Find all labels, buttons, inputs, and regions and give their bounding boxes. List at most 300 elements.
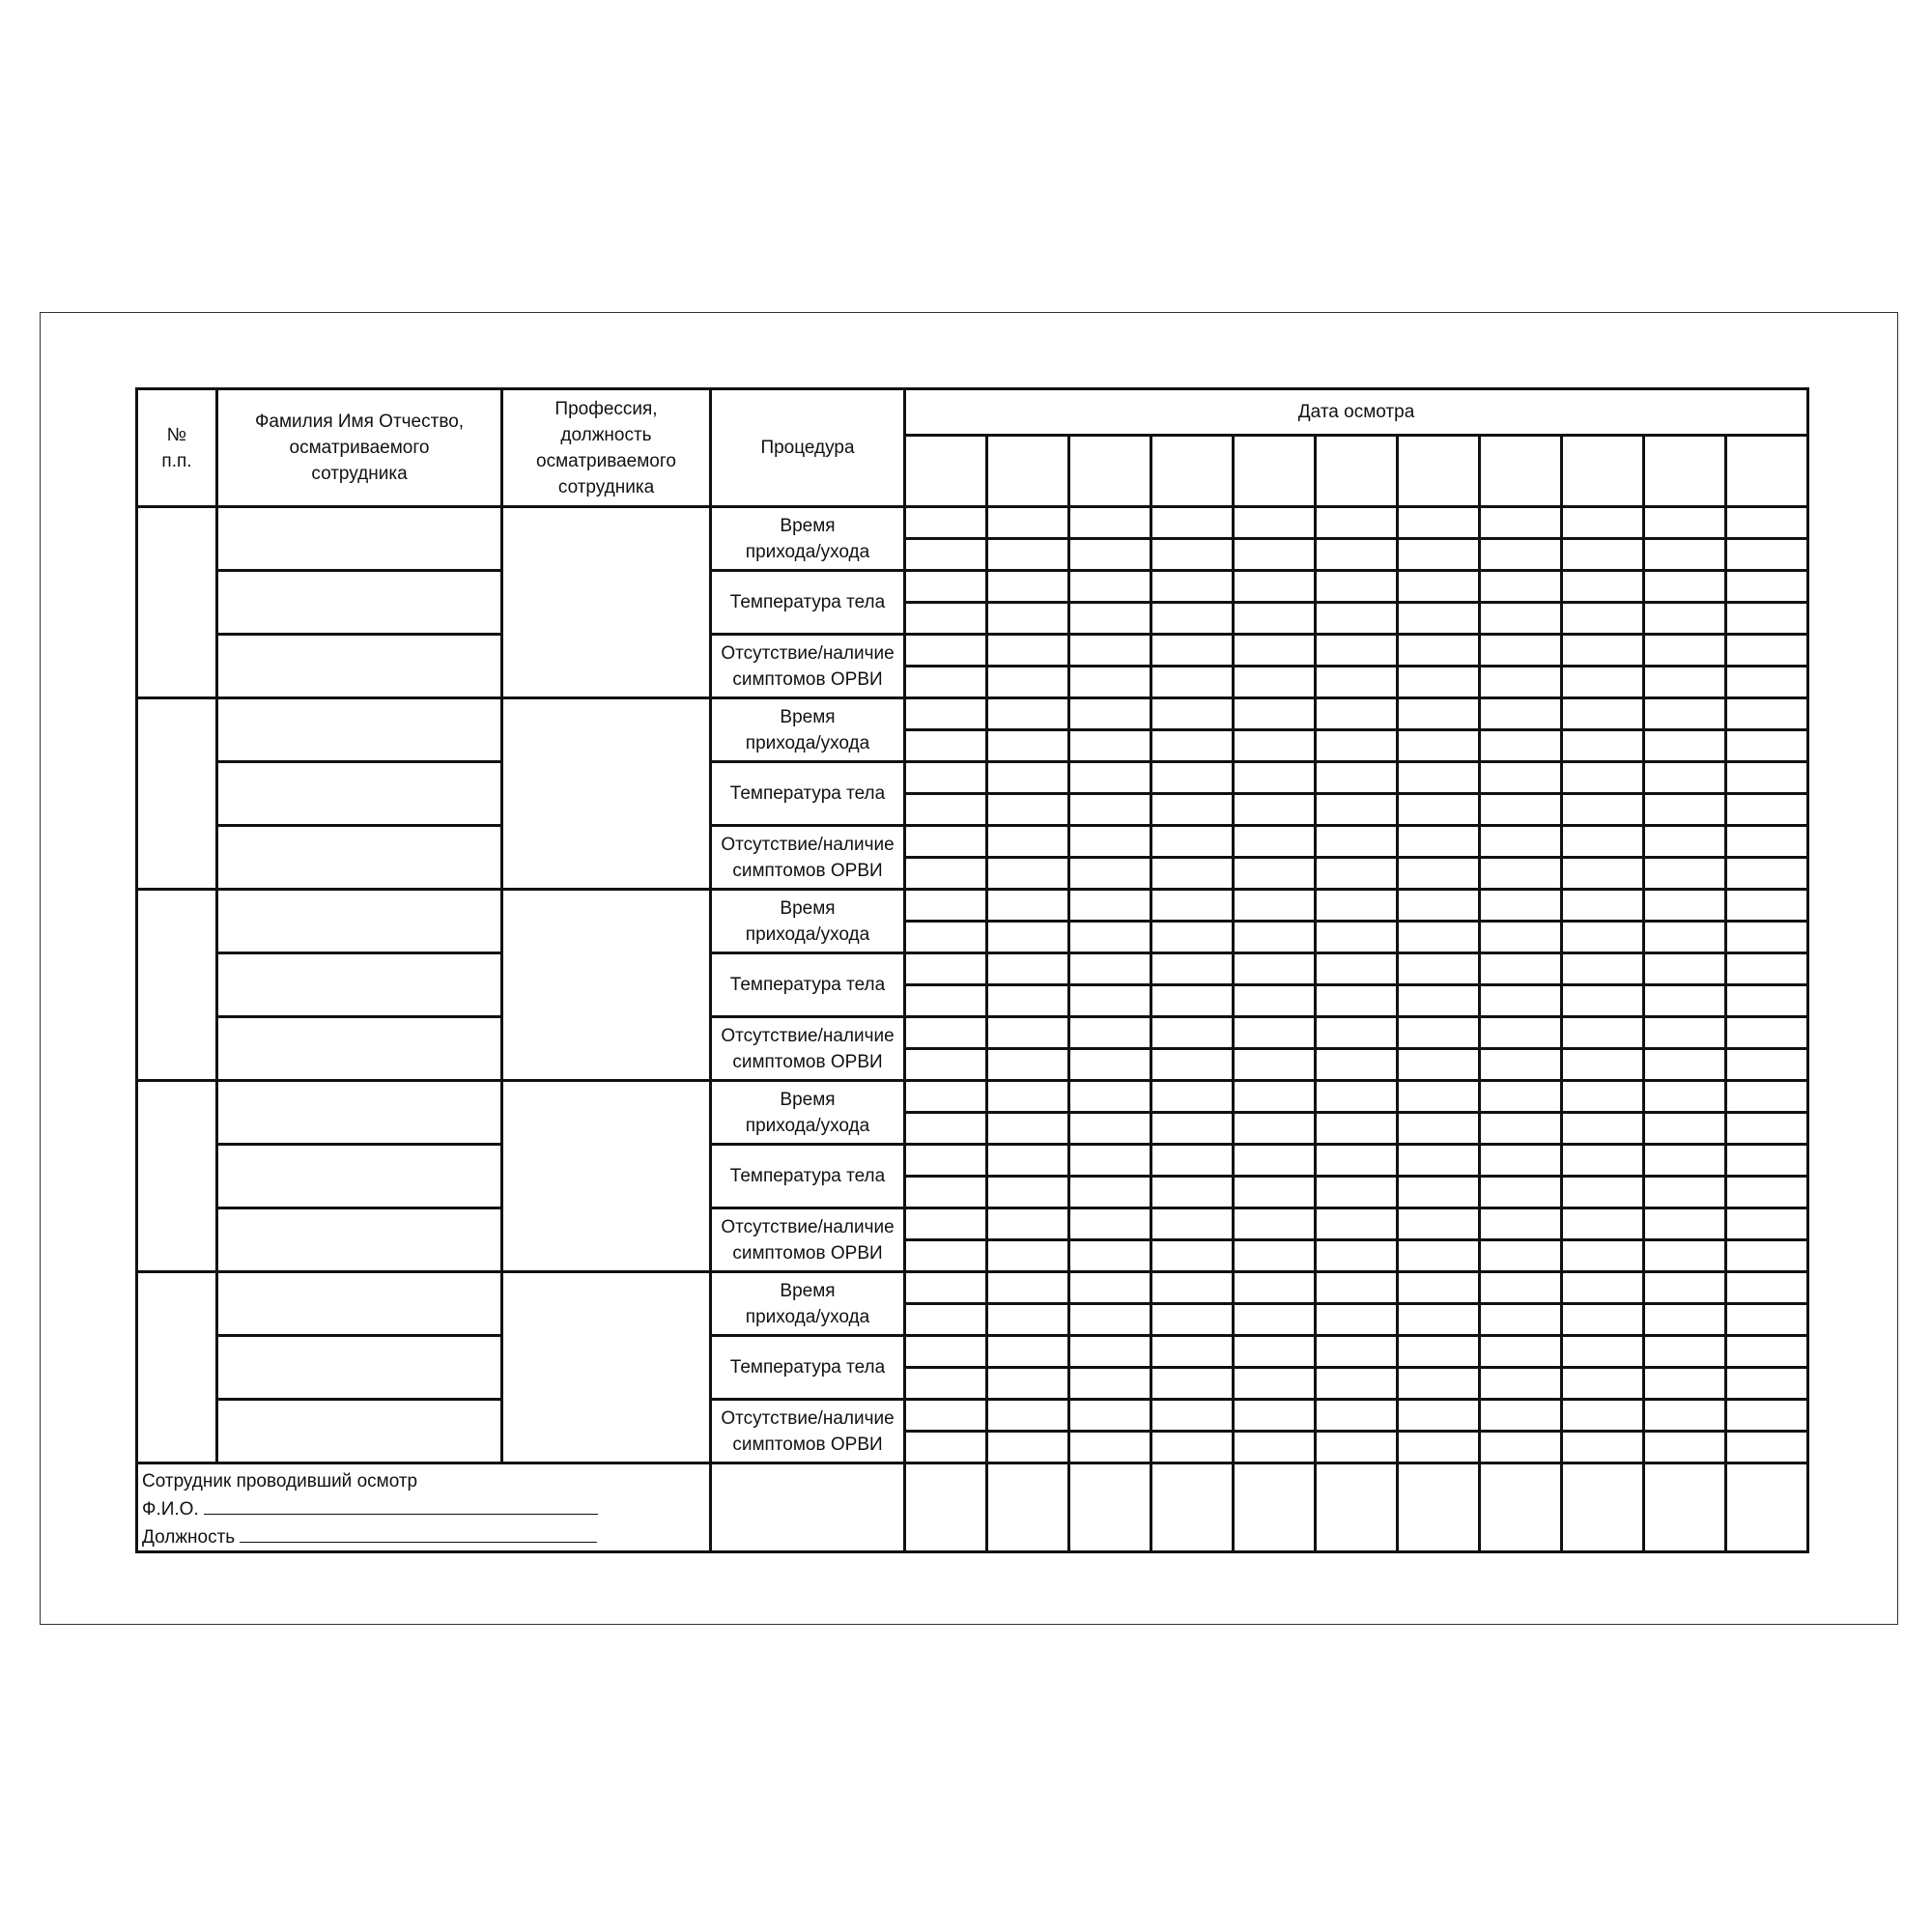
employee-profession-cell[interactable]	[502, 1272, 711, 1463]
examiner-signature-cell[interactable]	[1562, 1463, 1644, 1552]
entry-cell[interactable]	[1480, 826, 1562, 858]
entry-cell[interactable]	[987, 1240, 1069, 1272]
entry-cell[interactable]	[1644, 1304, 1726, 1336]
entry-cell[interactable]	[1151, 1049, 1234, 1081]
entry-cell[interactable]	[1562, 730, 1644, 762]
entry-cell[interactable]	[1562, 667, 1644, 698]
entry-cell[interactable]	[1480, 507, 1562, 539]
employee-number-cell[interactable]	[137, 1272, 217, 1463]
entry-cell[interactable]	[1726, 794, 1808, 826]
entry-cell[interactable]	[1480, 858, 1562, 890]
entry-cell[interactable]	[905, 1368, 987, 1400]
entry-cell[interactable]	[1234, 1017, 1316, 1049]
entry-cell[interactable]	[1562, 603, 1644, 635]
entry-cell[interactable]	[1398, 1145, 1480, 1177]
entry-cell[interactable]	[1644, 1049, 1726, 1081]
entry-cell[interactable]	[1726, 1049, 1808, 1081]
entry-cell[interactable]	[1644, 1113, 1726, 1145]
date-header-cell[interactable]	[987, 436, 1069, 507]
examiner-signature-cell[interactable]	[1234, 1463, 1316, 1552]
entry-cell[interactable]	[1644, 1432, 1726, 1463]
entry-cell[interactable]	[905, 1113, 987, 1145]
employee-profession-cell[interactable]	[502, 507, 711, 698]
entry-cell[interactable]	[1069, 1432, 1151, 1463]
entry-cell[interactable]	[1644, 985, 1726, 1017]
entry-cell[interactable]	[1234, 539, 1316, 571]
entry-cell[interactable]	[1398, 730, 1480, 762]
entry-cell[interactable]	[1069, 507, 1151, 539]
entry-cell[interactable]	[1316, 1240, 1398, 1272]
entry-cell[interactable]	[1726, 1081, 1808, 1113]
entry-cell[interactable]	[1069, 667, 1151, 698]
entry-cell[interactable]	[1398, 985, 1480, 1017]
entry-cell[interactable]	[905, 1304, 987, 1336]
entry-cell[interactable]	[905, 858, 987, 890]
entry-cell[interactable]	[1644, 730, 1726, 762]
entry-cell[interactable]	[905, 1049, 987, 1081]
examiner-position-underline[interactable]	[240, 1522, 597, 1543]
entry-cell[interactable]	[1151, 1081, 1234, 1113]
entry-cell[interactable]	[1151, 667, 1234, 698]
entry-cell[interactable]	[1644, 1336, 1726, 1368]
entry-cell[interactable]	[905, 1177, 987, 1208]
employee-name-cell[interactable]	[217, 698, 502, 762]
entry-cell[interactable]	[1234, 1272, 1316, 1304]
examiner-signature-cell[interactable]	[1726, 1463, 1808, 1552]
entry-cell[interactable]	[1234, 1049, 1316, 1081]
entry-cell[interactable]	[987, 826, 1069, 858]
entry-cell[interactable]	[987, 1336, 1069, 1368]
entry-cell[interactable]	[1480, 953, 1562, 985]
entry-cell[interactable]	[905, 539, 987, 571]
entry-cell[interactable]	[1644, 1145, 1726, 1177]
entry-cell[interactable]	[1069, 1208, 1151, 1240]
entry-cell[interactable]	[905, 635, 987, 667]
entry-cell[interactable]	[1726, 635, 1808, 667]
entry-cell[interactable]	[1234, 985, 1316, 1017]
entry-cell[interactable]	[1562, 1113, 1644, 1145]
entry-cell[interactable]	[1726, 730, 1808, 762]
examiner-signature-cell[interactable]	[1316, 1463, 1398, 1552]
date-header-cell[interactable]	[1726, 436, 1808, 507]
entry-cell[interactable]	[1234, 667, 1316, 698]
entry-cell[interactable]	[1151, 762, 1234, 794]
entry-cell[interactable]	[1151, 539, 1234, 571]
entry-cell[interactable]	[1069, 539, 1151, 571]
entry-cell[interactable]	[1234, 603, 1316, 635]
entry-cell[interactable]	[905, 730, 987, 762]
entry-cell[interactable]	[1644, 1208, 1726, 1240]
entry-cell[interactable]	[1316, 507, 1398, 539]
entry-cell[interactable]	[1316, 1272, 1398, 1304]
entry-cell[interactable]	[987, 1272, 1069, 1304]
entry-cell[interactable]	[1234, 635, 1316, 667]
entry-cell[interactable]	[1562, 1336, 1644, 1368]
entry-cell[interactable]	[1234, 858, 1316, 890]
entry-cell[interactable]	[987, 1368, 1069, 1400]
footer-procedure-cell[interactable]	[711, 1463, 905, 1552]
entry-cell[interactable]	[1644, 953, 1726, 985]
entry-cell[interactable]	[987, 922, 1069, 953]
entry-cell[interactable]	[1644, 1017, 1726, 1049]
entry-cell[interactable]	[1316, 794, 1398, 826]
entry-cell[interactable]	[1726, 539, 1808, 571]
entry-cell[interactable]	[987, 1145, 1069, 1177]
entry-cell[interactable]	[1644, 762, 1726, 794]
entry-cell[interactable]	[1480, 635, 1562, 667]
entry-cell[interactable]	[1398, 1272, 1480, 1304]
entry-cell[interactable]	[1151, 858, 1234, 890]
entry-cell[interactable]	[1562, 890, 1644, 922]
entry-cell[interactable]	[1316, 667, 1398, 698]
entry-cell[interactable]	[1316, 1208, 1398, 1240]
entry-cell[interactable]	[987, 1400, 1069, 1432]
entry-cell[interactable]	[1398, 1336, 1480, 1368]
entry-cell[interactable]	[1726, 1177, 1808, 1208]
entry-cell[interactable]	[1644, 1272, 1726, 1304]
entry-cell[interactable]	[1234, 1240, 1316, 1272]
entry-cell[interactable]	[1562, 1145, 1644, 1177]
entry-cell[interactable]	[1644, 890, 1726, 922]
entry-cell[interactable]	[1316, 762, 1398, 794]
employee-profession-cell[interactable]	[502, 698, 711, 890]
entry-cell[interactable]	[905, 794, 987, 826]
entry-cell[interactable]	[1151, 1368, 1234, 1400]
entry-cell[interactable]	[1562, 1432, 1644, 1463]
entry-cell[interactable]	[1069, 698, 1151, 730]
entry-cell[interactable]	[1398, 1208, 1480, 1240]
entry-cell[interactable]	[1480, 730, 1562, 762]
examiner-signature-cell[interactable]	[905, 1463, 987, 1552]
employee-name-cell[interactable]	[217, 953, 502, 1017]
entry-cell[interactable]	[1151, 1208, 1234, 1240]
entry-cell[interactable]	[1234, 762, 1316, 794]
examiner-fio-line[interactable]	[142, 1494, 709, 1522]
entry-cell[interactable]	[1398, 1432, 1480, 1463]
employee-name-cell[interactable]	[217, 890, 502, 953]
entry-cell[interactable]	[1234, 698, 1316, 730]
entry-cell[interactable]	[1398, 603, 1480, 635]
entry-cell[interactable]	[1726, 1272, 1808, 1304]
entry-cell[interactable]	[1316, 1368, 1398, 1400]
entry-cell[interactable]	[1398, 635, 1480, 667]
entry-cell[interactable]	[1234, 1208, 1316, 1240]
entry-cell[interactable]	[1398, 794, 1480, 826]
entry-cell[interactable]	[905, 1272, 987, 1304]
entry-cell[interactable]	[1644, 826, 1726, 858]
entry-cell[interactable]	[1644, 1368, 1726, 1400]
entry-cell[interactable]	[1151, 603, 1234, 635]
examiner-signature-cell[interactable]	[1644, 1463, 1726, 1552]
entry-cell[interactable]	[1151, 635, 1234, 667]
entry-cell[interactable]	[905, 603, 987, 635]
entry-cell[interactable]	[1726, 1145, 1808, 1177]
employee-name-cell[interactable]	[217, 1081, 502, 1145]
entry-cell[interactable]	[905, 1145, 987, 1177]
entry-cell[interactable]	[1726, 698, 1808, 730]
entry-cell[interactable]	[1316, 1113, 1398, 1145]
entry-cell[interactable]	[1069, 1113, 1151, 1145]
entry-cell[interactable]	[1644, 603, 1726, 635]
entry-cell[interactable]	[905, 953, 987, 985]
entry-cell[interactable]	[1234, 1113, 1316, 1145]
entry-cell[interactable]	[1151, 1304, 1234, 1336]
entry-cell[interactable]	[1151, 571, 1234, 603]
entry-cell[interactable]	[1151, 1432, 1234, 1463]
entry-cell[interactable]	[1644, 1081, 1726, 1113]
entry-cell[interactable]	[1316, 1432, 1398, 1463]
entry-cell[interactable]	[1316, 1336, 1398, 1368]
entry-cell[interactable]	[1480, 762, 1562, 794]
entry-cell[interactable]	[1562, 1368, 1644, 1400]
entry-cell[interactable]	[1234, 826, 1316, 858]
entry-cell[interactable]	[1398, 890, 1480, 922]
entry-cell[interactable]	[1562, 1177, 1644, 1208]
entry-cell[interactable]	[987, 858, 1069, 890]
entry-cell[interactable]	[905, 1017, 987, 1049]
entry-cell[interactable]	[1234, 1432, 1316, 1463]
entry-cell[interactable]	[1316, 571, 1398, 603]
entry-cell[interactable]	[1151, 1400, 1234, 1432]
employee-name-cell[interactable]	[217, 1336, 502, 1400]
entry-cell[interactable]	[987, 1304, 1069, 1336]
entry-cell[interactable]	[905, 507, 987, 539]
entry-cell[interactable]	[1726, 571, 1808, 603]
employee-number-cell[interactable]	[137, 1081, 217, 1272]
entry-cell[interactable]	[1480, 1272, 1562, 1304]
entry-cell[interactable]	[1480, 1336, 1562, 1368]
entry-cell[interactable]	[1234, 1400, 1316, 1432]
date-header-cell[interactable]	[1562, 436, 1644, 507]
entry-cell[interactable]	[1644, 698, 1726, 730]
entry-cell[interactable]	[1398, 1017, 1480, 1049]
entry-cell[interactable]	[987, 1177, 1069, 1208]
entry-cell[interactable]	[987, 890, 1069, 922]
entry-cell[interactable]	[1316, 1145, 1398, 1177]
employee-name-cell[interactable]	[217, 1400, 502, 1463]
entry-cell[interactable]	[1562, 922, 1644, 953]
entry-cell[interactable]	[987, 571, 1069, 603]
entry-cell[interactable]	[1398, 858, 1480, 890]
entry-cell[interactable]	[1069, 858, 1151, 890]
date-header-cell[interactable]	[1069, 436, 1151, 507]
entry-cell[interactable]	[1234, 1368, 1316, 1400]
examiner-position-line[interactable]	[142, 1522, 709, 1550]
entry-cell[interactable]	[1398, 826, 1480, 858]
entry-cell[interactable]	[905, 1336, 987, 1368]
entry-cell[interactable]	[1480, 1368, 1562, 1400]
employee-name-cell[interactable]	[217, 1017, 502, 1081]
entry-cell[interactable]	[1234, 922, 1316, 953]
entry-cell[interactable]	[1069, 1145, 1151, 1177]
entry-cell[interactable]	[1069, 922, 1151, 953]
entry-cell[interactable]	[1726, 922, 1808, 953]
entry-cell[interactable]	[987, 1017, 1069, 1049]
examiner-fio-underline[interactable]	[204, 1494, 598, 1515]
entry-cell[interactable]	[1480, 794, 1562, 826]
entry-cell[interactable]	[1480, 890, 1562, 922]
entry-cell[interactable]	[1069, 985, 1151, 1017]
entry-cell[interactable]	[1234, 507, 1316, 539]
entry-cell[interactable]	[1398, 1113, 1480, 1145]
entry-cell[interactable]	[1151, 1145, 1234, 1177]
entry-cell[interactable]	[1316, 1081, 1398, 1113]
entry-cell[interactable]	[1480, 1432, 1562, 1463]
entry-cell[interactable]	[987, 507, 1069, 539]
entry-cell[interactable]	[905, 1240, 987, 1272]
entry-cell[interactable]	[1398, 539, 1480, 571]
entry-cell[interactable]	[1151, 1113, 1234, 1145]
entry-cell[interactable]	[1398, 1240, 1480, 1272]
date-header-cell[interactable]	[1151, 436, 1234, 507]
entry-cell[interactable]	[987, 953, 1069, 985]
entry-cell[interactable]	[1562, 698, 1644, 730]
entry-cell[interactable]	[1644, 794, 1726, 826]
employee-profession-cell[interactable]	[502, 890, 711, 1081]
entry-cell[interactable]	[987, 985, 1069, 1017]
entry-cell[interactable]	[987, 635, 1069, 667]
entry-cell[interactable]	[1069, 635, 1151, 667]
entry-cell[interactable]	[1398, 762, 1480, 794]
entry-cell[interactable]	[1562, 539, 1644, 571]
entry-cell[interactable]	[1726, 1017, 1808, 1049]
entry-cell[interactable]	[1562, 953, 1644, 985]
entry-cell[interactable]	[1151, 826, 1234, 858]
entry-cell[interactable]	[1069, 1017, 1151, 1049]
employee-profession-cell[interactable]	[502, 1081, 711, 1272]
examiner-signature-cell[interactable]	[1069, 1463, 1151, 1552]
entry-cell[interactable]	[1480, 1113, 1562, 1145]
entry-cell[interactable]	[1562, 635, 1644, 667]
entry-cell[interactable]	[1726, 1208, 1808, 1240]
entry-cell[interactable]	[1316, 826, 1398, 858]
employee-name-cell[interactable]	[217, 635, 502, 698]
entry-cell[interactable]	[1726, 1240, 1808, 1272]
entry-cell[interactable]	[1069, 603, 1151, 635]
entry-cell[interactable]	[1234, 1177, 1316, 1208]
entry-cell[interactable]	[1726, 890, 1808, 922]
entry-cell[interactable]	[987, 1432, 1069, 1463]
entry-cell[interactable]	[1151, 698, 1234, 730]
entry-cell[interactable]	[1234, 1081, 1316, 1113]
entry-cell[interactable]	[1480, 1208, 1562, 1240]
entry-cell[interactable]	[1562, 826, 1644, 858]
date-header-cell[interactable]	[1480, 436, 1562, 507]
entry-cell[interactable]	[1234, 1145, 1316, 1177]
entry-cell[interactable]	[1398, 922, 1480, 953]
entry-cell[interactable]	[987, 539, 1069, 571]
entry-cell[interactable]	[1069, 794, 1151, 826]
employee-name-cell[interactable]	[217, 1145, 502, 1208]
entry-cell[interactable]	[1562, 507, 1644, 539]
entry-cell[interactable]	[1480, 667, 1562, 698]
entry-cell[interactable]	[1726, 1368, 1808, 1400]
entry-cell[interactable]	[1069, 1081, 1151, 1113]
entry-cell[interactable]	[1234, 794, 1316, 826]
entry-cell[interactable]	[1234, 571, 1316, 603]
entry-cell[interactable]	[1644, 1177, 1726, 1208]
entry-cell[interactable]	[1644, 858, 1726, 890]
entry-cell[interactable]	[1726, 762, 1808, 794]
entry-cell[interactable]	[987, 1049, 1069, 1081]
employee-number-cell[interactable]	[137, 890, 217, 1081]
entry-cell[interactable]	[1234, 890, 1316, 922]
entry-cell[interactable]	[905, 826, 987, 858]
entry-cell[interactable]	[905, 922, 987, 953]
entry-cell[interactable]	[1398, 1049, 1480, 1081]
entry-cell[interactable]	[1480, 1400, 1562, 1432]
entry-cell[interactable]	[987, 1113, 1069, 1145]
entry-cell[interactable]	[1398, 1177, 1480, 1208]
entry-cell[interactable]	[1480, 922, 1562, 953]
entry-cell[interactable]	[1562, 1304, 1644, 1336]
entry-cell[interactable]	[1644, 571, 1726, 603]
entry-cell[interactable]	[1726, 603, 1808, 635]
entry-cell[interactable]	[1316, 1017, 1398, 1049]
entry-cell[interactable]	[1316, 539, 1398, 571]
employee-name-cell[interactable]	[217, 826, 502, 890]
date-header-cell[interactable]	[1234, 436, 1316, 507]
date-header-cell[interactable]	[1644, 436, 1726, 507]
entry-cell[interactable]	[987, 762, 1069, 794]
entry-cell[interactable]	[1316, 603, 1398, 635]
entry-cell[interactable]	[1316, 635, 1398, 667]
entry-cell[interactable]	[1151, 953, 1234, 985]
entry-cell[interactable]	[1316, 858, 1398, 890]
entry-cell[interactable]	[1069, 826, 1151, 858]
entry-cell[interactable]	[1316, 698, 1398, 730]
entry-cell[interactable]	[1069, 762, 1151, 794]
entry-cell[interactable]	[1151, 1272, 1234, 1304]
entry-cell[interactable]	[905, 1208, 987, 1240]
entry-cell[interactable]	[1398, 1304, 1480, 1336]
entry-cell[interactable]	[1562, 1081, 1644, 1113]
entry-cell[interactable]	[1151, 730, 1234, 762]
employee-number-cell[interactable]	[137, 507, 217, 698]
employee-name-cell[interactable]	[217, 1208, 502, 1272]
entry-cell[interactable]	[1151, 1336, 1234, 1368]
examiner-signature-cell[interactable]	[987, 1463, 1069, 1552]
entry-cell[interactable]	[1234, 953, 1316, 985]
entry-cell[interactable]	[1562, 985, 1644, 1017]
employee-number-cell[interactable]	[137, 698, 217, 890]
employee-name-cell[interactable]	[217, 1272, 502, 1336]
entry-cell[interactable]	[1316, 985, 1398, 1017]
entry-cell[interactable]	[905, 762, 987, 794]
entry-cell[interactable]	[987, 1081, 1069, 1113]
entry-cell[interactable]	[1069, 1400, 1151, 1432]
entry-cell[interactable]	[1398, 698, 1480, 730]
entry-cell[interactable]	[1069, 1368, 1151, 1400]
entry-cell[interactable]	[1151, 1017, 1234, 1049]
entry-cell[interactable]	[1644, 922, 1726, 953]
entry-cell[interactable]	[1562, 571, 1644, 603]
entry-cell[interactable]	[905, 1400, 987, 1432]
entry-cell[interactable]	[1562, 762, 1644, 794]
entry-cell[interactable]	[1151, 794, 1234, 826]
entry-cell[interactable]	[1316, 730, 1398, 762]
entry-cell[interactable]	[1562, 1017, 1644, 1049]
entry-cell[interactable]	[1316, 1304, 1398, 1336]
entry-cell[interactable]	[1726, 507, 1808, 539]
entry-cell[interactable]	[1562, 1049, 1644, 1081]
entry-cell[interactable]	[1398, 1400, 1480, 1432]
entry-cell[interactable]	[1398, 1081, 1480, 1113]
entry-cell[interactable]	[1644, 539, 1726, 571]
entry-cell[interactable]	[1151, 507, 1234, 539]
entry-cell[interactable]	[987, 730, 1069, 762]
entry-cell[interactable]	[905, 1081, 987, 1113]
